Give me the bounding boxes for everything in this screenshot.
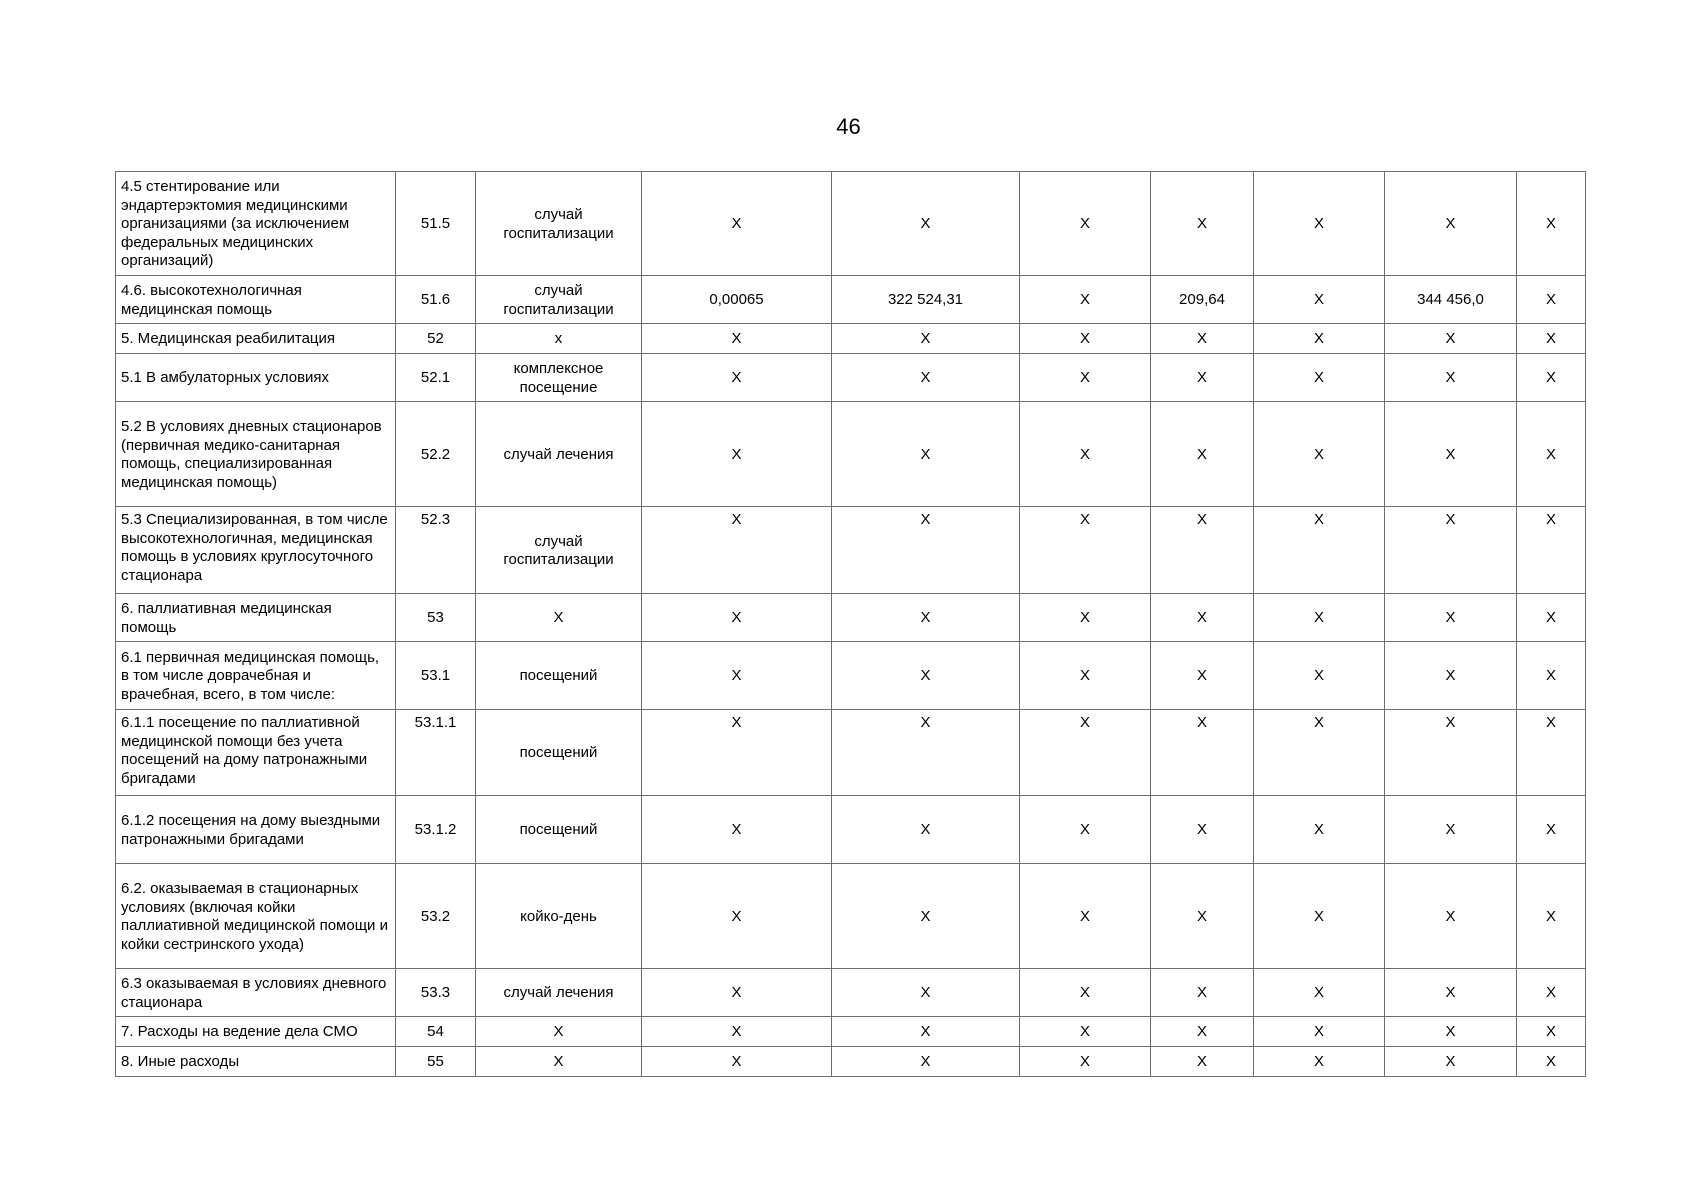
- table-row: [116, 324, 1586, 354]
- value-cell: X: [1020, 507, 1151, 594]
- value-cell: X: [832, 172, 1020, 276]
- value-cell: X: [832, 642, 1020, 710]
- value-cell: X: [1254, 642, 1385, 710]
- value-cell: X: [1385, 710, 1517, 796]
- page-number: 46: [836, 114, 861, 139]
- value-cell: X: [1020, 172, 1151, 276]
- row-unit-cell: X: [476, 594, 642, 642]
- row-code-cell: 51.6: [396, 276, 476, 324]
- value-cell: X: [1517, 864, 1586, 969]
- value-cell: X: [1254, 796, 1385, 864]
- value-cell: X: [1151, 1047, 1254, 1077]
- row-name-cell: 6.2. оказываемая в стационарных условиях (включая койки паллиативной медицинской помощи и койки сестринского ухода): [116, 864, 396, 969]
- value-cell: X: [1151, 354, 1254, 402]
- row-name-cell: 5. Медицинская реабилитация: [116, 324, 396, 354]
- value-cell: X: [1385, 354, 1517, 402]
- row-name-cell: 6.1.1 посещение по паллиативной медицинской помощи без учета посещений на дому патронажными бригадами: [116, 710, 396, 796]
- value-cell: X: [832, 354, 1020, 402]
- value-cell: X: [832, 796, 1020, 864]
- value-cell: X: [1254, 172, 1385, 276]
- table-row: [116, 172, 1586, 276]
- value-cell: X: [1020, 594, 1151, 642]
- row-unit-cell: x: [476, 324, 642, 354]
- value-cell: X: [642, 507, 832, 594]
- value-cell: 322 524,31: [832, 276, 1020, 324]
- row-code-cell: 53.1.2: [396, 796, 476, 864]
- value-cell: X: [1254, 354, 1385, 402]
- row-unit-cell: посещений: [476, 796, 642, 864]
- table-row: [116, 402, 1586, 507]
- row-code-cell: 52: [396, 324, 476, 354]
- row-unit-cell: посещений: [476, 710, 642, 796]
- table-row: [116, 796, 1586, 864]
- row-name-cell: 6. паллиативная медицинская помощь: [116, 594, 396, 642]
- value-cell: X: [1151, 324, 1254, 354]
- value-cell: X: [1385, 507, 1517, 594]
- value-cell: X: [1020, 402, 1151, 507]
- table-row: [116, 710, 1586, 796]
- value-cell: X: [642, 1017, 832, 1047]
- value-cell: X: [1151, 507, 1254, 594]
- data-table: [115, 171, 1586, 1077]
- value-cell: X: [1517, 276, 1586, 324]
- value-cell: X: [1254, 969, 1385, 1017]
- value-cell: X: [1517, 969, 1586, 1017]
- row-name-cell: 6.3 оказываемая в условиях дневного стационара: [116, 969, 396, 1017]
- table-row: [116, 507, 1586, 594]
- value-cell: X: [1020, 1047, 1151, 1077]
- row-name-cell: 6.1.2 посещения на дому выездными патронажными бригадами: [116, 796, 396, 864]
- value-cell: X: [1151, 969, 1254, 1017]
- row-name-cell: 4.5 стентирование или эндартерэктомия медицинскими организациями (за исключением федеральных медицинских организаций): [116, 172, 396, 276]
- table-row: [116, 1047, 1586, 1077]
- row-unit-cell: посещений: [476, 642, 642, 710]
- value-cell: 0,00065: [642, 276, 832, 324]
- value-cell: X: [832, 594, 1020, 642]
- row-name-cell: 5.2 В условиях дневных стационаров (первичная медико-санитарная помощь, специализированная медицинская помощь): [116, 402, 396, 507]
- value-cell: X: [1020, 324, 1151, 354]
- value-cell: X: [1254, 710, 1385, 796]
- value-cell: X: [1517, 796, 1586, 864]
- value-cell: X: [1151, 402, 1254, 507]
- row-code-cell: 53.1.1: [396, 710, 476, 796]
- value-cell: X: [1254, 507, 1385, 594]
- table-row: [116, 276, 1586, 324]
- value-cell: X: [1385, 402, 1517, 507]
- row-unit-cell: койко-день: [476, 864, 642, 969]
- value-cell: X: [1254, 1047, 1385, 1077]
- table-row: [116, 969, 1586, 1017]
- value-cell: X: [1517, 1017, 1586, 1047]
- value-cell: X: [1385, 1017, 1517, 1047]
- value-cell: 344 456,0: [1385, 276, 1517, 324]
- value-cell: X: [1385, 969, 1517, 1017]
- value-cell: X: [642, 864, 832, 969]
- row-code-cell: 51.5: [396, 172, 476, 276]
- value-cell: X: [1020, 276, 1151, 324]
- row-unit-cell: X: [476, 1017, 642, 1047]
- value-cell: X: [1151, 172, 1254, 276]
- value-cell: X: [1254, 276, 1385, 324]
- row-name-cell: 5.1 В амбулаторных условиях: [116, 354, 396, 402]
- row-name-cell: 6.1 первичная медицинская помощь, в том числе доврачебная и врачебная, всего, в том числе:: [116, 642, 396, 710]
- row-unit-cell: случай лечения: [476, 402, 642, 507]
- table-row: [116, 864, 1586, 969]
- value-cell: X: [1151, 864, 1254, 969]
- value-cell: X: [832, 864, 1020, 969]
- table-row: [116, 594, 1586, 642]
- row-name-cell: 4.6. высокотехнологичная медицинская помощь: [116, 276, 396, 324]
- value-cell: X: [642, 796, 832, 864]
- value-cell: X: [1254, 402, 1385, 507]
- value-cell: X: [642, 402, 832, 507]
- value-cell: X: [1517, 172, 1586, 276]
- table-row: [116, 642, 1586, 710]
- row-unit-cell: случай госпитализации: [476, 172, 642, 276]
- value-cell: X: [832, 507, 1020, 594]
- value-cell: X: [1517, 324, 1586, 354]
- row-code-cell: 55: [396, 1047, 476, 1077]
- table-row: [116, 354, 1586, 402]
- value-cell: X: [1020, 1017, 1151, 1047]
- value-cell: X: [1385, 642, 1517, 710]
- value-cell: X: [1517, 594, 1586, 642]
- value-cell: X: [642, 1047, 832, 1077]
- value-cell: X: [1151, 642, 1254, 710]
- value-cell: X: [1020, 642, 1151, 710]
- value-cell: X: [1517, 642, 1586, 710]
- value-cell: X: [642, 594, 832, 642]
- value-cell: X: [1254, 324, 1385, 354]
- value-cell: X: [832, 402, 1020, 507]
- value-cell: X: [1020, 969, 1151, 1017]
- value-cell: X: [1385, 172, 1517, 276]
- value-cell: X: [642, 172, 832, 276]
- row-unit-cell: случай госпитализации: [476, 507, 642, 594]
- row-code-cell: 52.3: [396, 507, 476, 594]
- value-cell: X: [1385, 796, 1517, 864]
- row-unit-cell: случай лечения: [476, 969, 642, 1017]
- value-cell: X: [1517, 710, 1586, 796]
- value-cell: X: [1020, 864, 1151, 969]
- value-cell: X: [1517, 507, 1586, 594]
- value-cell: X: [1151, 710, 1254, 796]
- value-cell: X: [642, 642, 832, 710]
- table-body: [116, 172, 1586, 1077]
- value-cell: X: [1151, 796, 1254, 864]
- value-cell: X: [1517, 354, 1586, 402]
- row-code-cell: 52.1: [396, 354, 476, 402]
- value-cell: X: [832, 710, 1020, 796]
- value-cell: X: [832, 324, 1020, 354]
- row-unit-cell: комплексное посещение: [476, 354, 642, 402]
- row-name-cell: 8. Иные расходы: [116, 1047, 396, 1077]
- row-code-cell: 54: [396, 1017, 476, 1047]
- value-cell: X: [1385, 324, 1517, 354]
- row-code-cell: 53: [396, 594, 476, 642]
- row-code-cell: 53.1: [396, 642, 476, 710]
- value-cell: X: [1020, 354, 1151, 402]
- value-cell: X: [642, 710, 832, 796]
- row-name-cell: 5.3 Специализированная, в том числе высокотехнологичная, медицинская помощь в условиях круглосуточного стационара: [116, 507, 396, 594]
- value-cell: X: [642, 324, 832, 354]
- value-cell: X: [1517, 1047, 1586, 1077]
- table-row: [116, 1017, 1586, 1047]
- value-cell: X: [1151, 1017, 1254, 1047]
- value-cell: X: [1517, 402, 1586, 507]
- row-code-cell: 53.2: [396, 864, 476, 969]
- value-cell: X: [1020, 710, 1151, 796]
- value-cell: X: [1385, 864, 1517, 969]
- value-cell: X: [832, 969, 1020, 1017]
- row-code-cell: 53.3: [396, 969, 476, 1017]
- row-name-cell: 7. Расходы на ведение дела СМО: [116, 1017, 396, 1047]
- value-cell: X: [1151, 594, 1254, 642]
- value-cell: X: [642, 354, 832, 402]
- value-cell: X: [1385, 594, 1517, 642]
- value-cell: X: [1020, 796, 1151, 864]
- row-unit-cell: случай госпитализации: [476, 276, 642, 324]
- row-unit-cell: X: [476, 1047, 642, 1077]
- value-cell: X: [1254, 864, 1385, 969]
- value-cell: X: [642, 969, 832, 1017]
- value-cell: X: [832, 1047, 1020, 1077]
- value-cell: X: [1254, 594, 1385, 642]
- value-cell: 209,64: [1151, 276, 1254, 324]
- row-code-cell: 52.2: [396, 402, 476, 507]
- value-cell: X: [1385, 1047, 1517, 1077]
- value-cell: X: [1254, 1017, 1385, 1047]
- value-cell: X: [832, 1017, 1020, 1047]
